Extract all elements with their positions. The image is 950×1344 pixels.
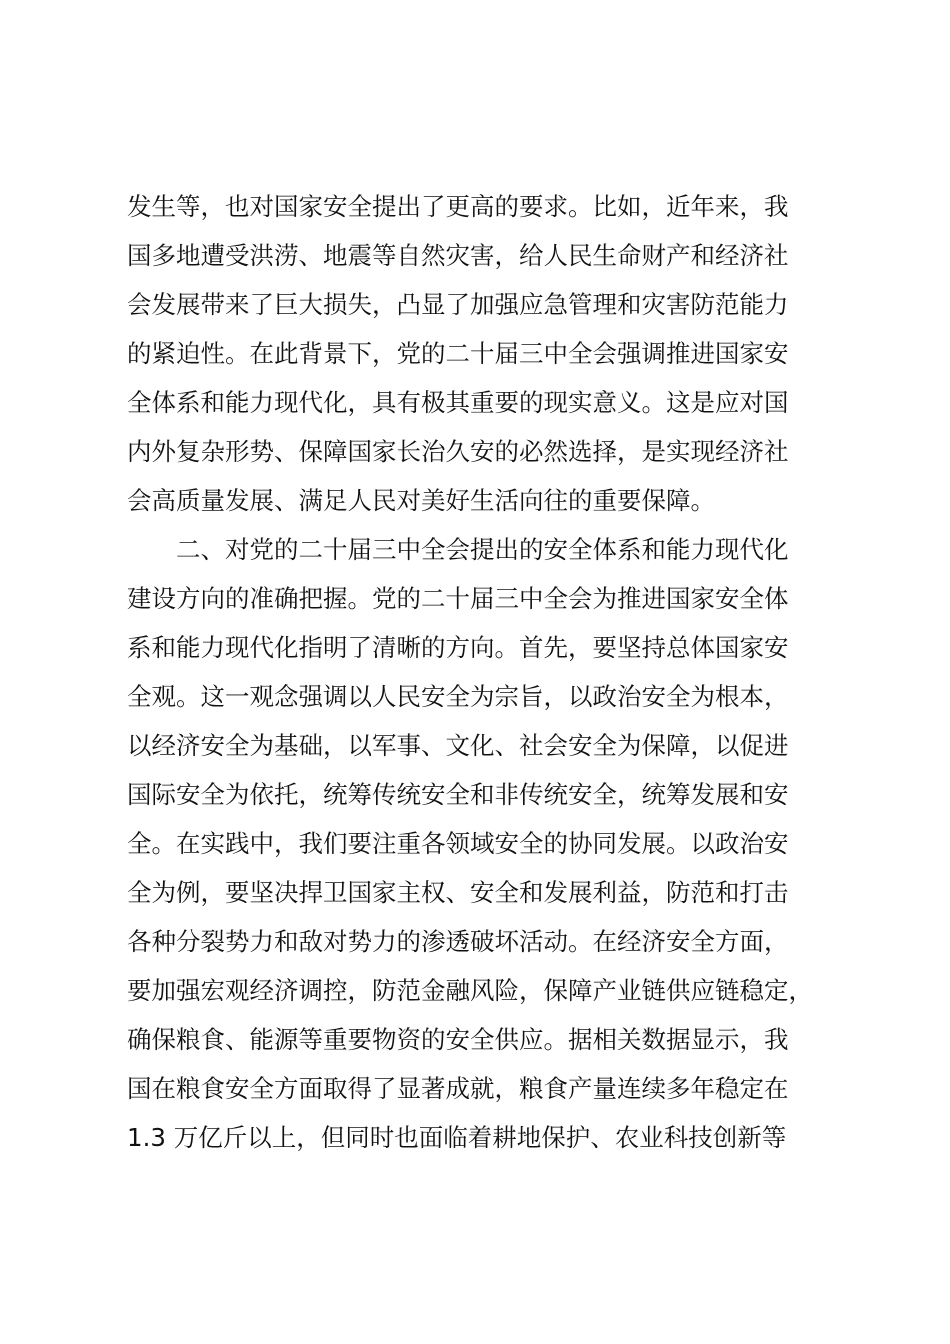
text-line: 各种分裂势力和敌对势力的渗透破坏活动。在经济安全方面， — [127, 927, 789, 956]
text-line: 发生等，也对国家安全提出了更高的要求。比如，近年来，我 — [127, 192, 789, 221]
section-heading-line: 二、对党的二十届三中全会提出的安全体系和能力现代化 — [176, 535, 789, 564]
text-line: 全体系和能力现代化，具有极其重要的现实意义。这是应对国 — [127, 388, 789, 417]
text-line: 1.3 万亿斤以上，但同时也面临着耕地保护、农业科技创新等 — [127, 1123, 787, 1152]
text-line: 全为例，要坚决捍卫国家主权、安全和发展利益，防范和打击 — [127, 878, 789, 907]
text-line: 会发展带来了巨大损失，凸显了加强应急管理和灾害防范能力 — [127, 290, 789, 319]
text-line: 内外复杂形势、保障国家长治久安的必然选择，是实现经济社 — [127, 437, 789, 466]
text-line: 以经济安全为基础，以军事、文化、社会安全为保障，以促进 — [127, 731, 789, 760]
text-line: 国多地遭受洪涝、地震等自然灾害，给人民生命财产和经济社 — [127, 241, 789, 270]
text-line: 国在粮食安全方面取得了显著成就，粮食产量连续多年稳定在 — [127, 1074, 789, 1103]
text-line: 全观。这一观念强调以人民安全为宗旨，以政治安全为根本， — [127, 682, 789, 711]
text-line: 的紧迫性。在此背景下，党的二十届三中全会强调推进国家安 — [127, 339, 789, 368]
text-line: 系和能力现代化指明了清晰的方向。首先，要坚持总体国家安 — [127, 633, 789, 662]
text-line: 确保粮食、能源等重要物资的安全供应。据相关数据显示，我 — [127, 1025, 789, 1054]
text-line: 会高质量发展、满足人民对美好生活向往的重要保障。 — [127, 486, 715, 515]
text-line: 要加强宏观经济调控，防范金融风险，保障产业链供应链稳定， — [127, 976, 813, 1005]
text-line: 建设方向的准确把握。党的二十届三中全会为推进国家安全体 — [127, 584, 789, 613]
text-line: 国际安全为依托，统筹传统安全和非传统安全，统筹发展和安 — [127, 780, 789, 809]
text-line: 全。在实践中，我们要注重各领域安全的协同发展。以政治安 — [127, 829, 789, 858]
body-text — [127, 182, 862, 1162]
